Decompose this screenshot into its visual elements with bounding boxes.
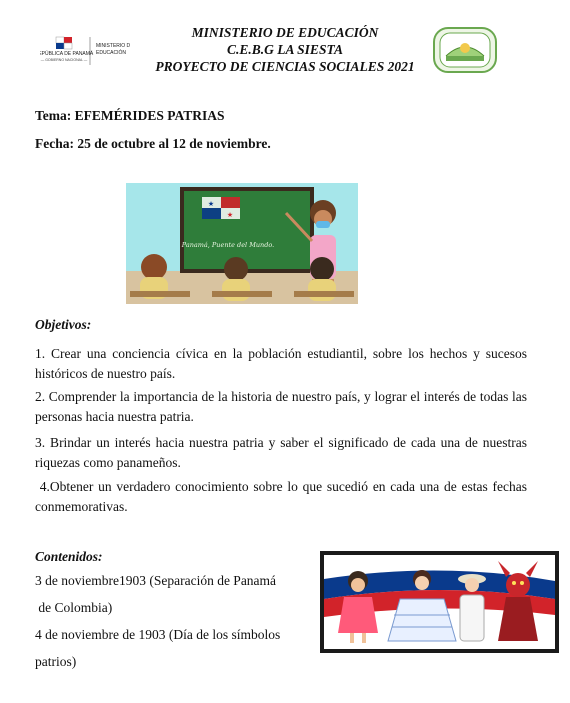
fecha-value: 25 de octubre al 12 de noviembre. xyxy=(77,136,271,151)
contenido-line-4: patrios) xyxy=(35,654,77,669)
header-project: PROYECTO DE CIENCIAS SOCIALES 2021 xyxy=(155,59,415,74)
logo-text-educacion: EDUCACIÓN xyxy=(96,50,127,56)
logo-text-gobierno: — GOBIERNO NACIONAL — xyxy=(40,58,88,62)
fecha-label: Fecha: xyxy=(35,136,74,151)
objetivo-item-3: 3. Brindar un interés hacia nuestra patria y saber el significado de cada una de nuestras riquezas como panameños. xyxy=(35,435,527,470)
panama-flag-on-board xyxy=(202,197,240,219)
header-ministry: MINISTERIO DE EDUCACIÓN xyxy=(191,25,379,40)
contenido-line-3: 4 de noviembre de 1903 (Día de los símbolos xyxy=(35,627,281,642)
fecha-line xyxy=(35,136,271,152)
header-school: C.E.B.G LA SIESTA xyxy=(227,42,343,57)
svg-text:★: ★ xyxy=(207,200,215,208)
tema-value: EFEMÉRIDES PATRIAS xyxy=(74,108,225,123)
classroom-illustration xyxy=(126,183,358,304)
objetivo-item-2: 2. Comprender la importancia de la historia de nuestro país, y lograr el interés de todas las personas hacia nuestra patria. xyxy=(35,389,527,424)
folklore-illustration xyxy=(320,551,559,653)
board-text: Panamá, Puente del Mundo. xyxy=(181,241,275,249)
objetivos-heading: Objetivos: xyxy=(35,317,92,332)
tema-line xyxy=(35,108,225,124)
svg-text:★: ★ xyxy=(226,211,234,219)
objetivo-item-1: 1. Crear una conciencia cívica en la población estudiantil, sobre los hechos y sucesos históricos de nuestro país. xyxy=(35,346,527,381)
logo-text-republica: REPÚBLICA DE PANAMÁ xyxy=(40,51,94,57)
logo-text-ministerio: MINISTERIO DE xyxy=(96,43,130,49)
contenido-line-1: 3 de noviembre1903 (Separación de Panamá xyxy=(35,573,277,588)
tema-label: Tema: xyxy=(35,108,72,123)
contenidos-heading: Contenidos: xyxy=(35,549,103,564)
school-emblem xyxy=(432,26,498,74)
objetivo-item-4: 4.Obtener un verdadero conocimiento sobre lo que sucedió en cada una de estas fechas conmemorativas. xyxy=(35,479,531,514)
contenido-line-2: de Colombia) xyxy=(35,600,113,615)
